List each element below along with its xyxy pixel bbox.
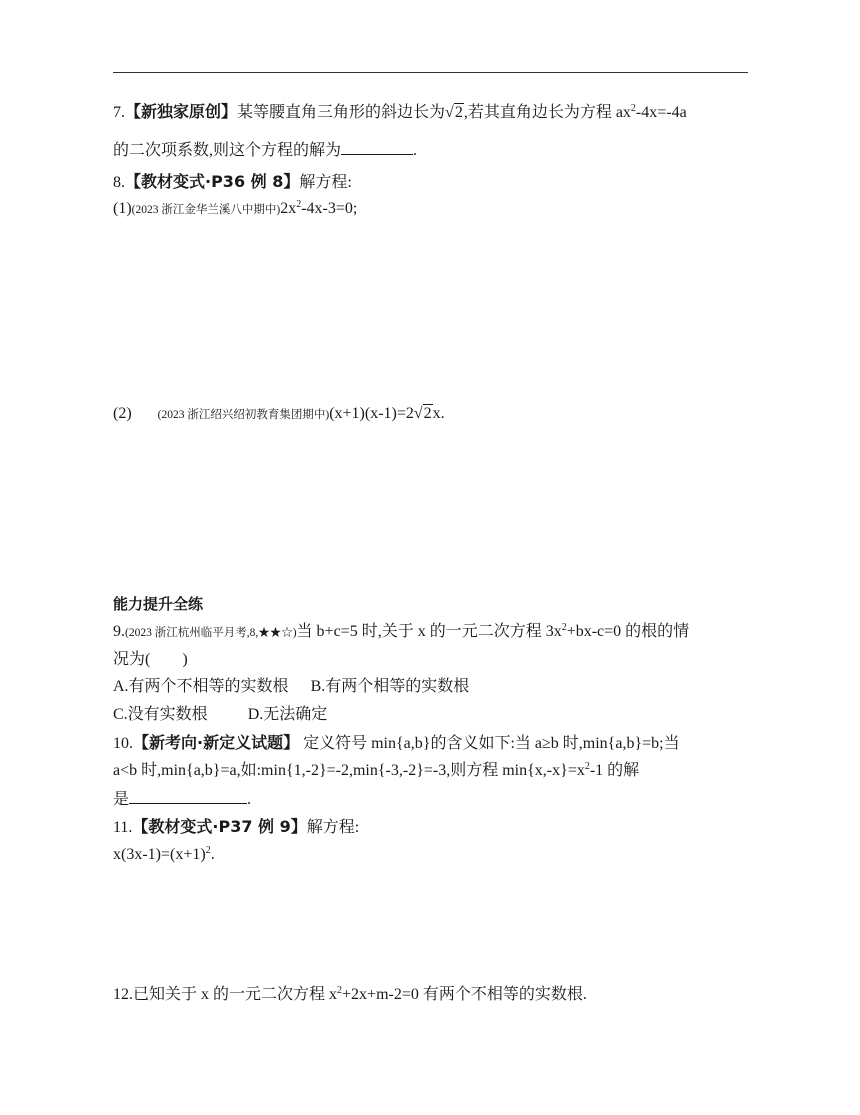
- question-text: a<b 时,min{a,b}=a,如:min{1,-2}=-2,min{-3,-2}=-3,则方程 min{x,-x}=x: [113, 762, 585, 779]
- part-number: (2): [113, 405, 132, 422]
- punctuation: .: [247, 791, 252, 808]
- question-tag: 【新考向·新定义试题】: [133, 733, 300, 752]
- sqrt-symbol: √2: [413, 405, 432, 422]
- equation: -4x-3=0;: [301, 200, 358, 217]
- question-10-line-3: [113, 789, 251, 810]
- question-tag: 【教材变式·P36 例 8】: [125, 172, 300, 191]
- equation: x.: [432, 405, 445, 422]
- question-text: 解方程:: [299, 174, 352, 191]
- superscript: 2: [561, 622, 567, 633]
- question-10-line-1: [113, 733, 680, 754]
- question-7-line-2: [113, 140, 417, 161]
- question-tag: 【教材变式·P37 例 9】: [132, 817, 307, 836]
- question-text: 解方程:: [306, 819, 360, 836]
- answer-blank[interactable]: [341, 140, 413, 155]
- question-11-line-1: [113, 817, 359, 838]
- question-number: 8.: [113, 174, 125, 191]
- source-note: (2023 浙江金华兰溪八中期中): [131, 204, 281, 216]
- superscript: 2: [630, 103, 636, 114]
- answer-blank[interactable]: [129, 789, 247, 804]
- section-title: 能力提升全练: [113, 595, 204, 613]
- question-text: 某等腰直角三角形的斜边长为: [237, 104, 446, 121]
- question-number: 9.: [113, 623, 125, 640]
- question-8-part-2: [113, 404, 445, 425]
- question-8-part-1: [113, 199, 357, 220]
- question-text: +bx-c=0 的根的情: [566, 623, 690, 640]
- question-number: 11.: [113, 819, 133, 836]
- equation: 2x: [280, 200, 297, 217]
- question-text: -4x=-4a: [635, 104, 687, 121]
- question-text: +2x+m-2=0 有两个不相等的实数根.: [342, 986, 587, 1003]
- question-text: 定义符号 min{a,b}的含义如下:当 a≥b 时,min{a,b}=b;当: [299, 735, 680, 752]
- equation: x(3x-1)=(x+1): [113, 846, 206, 863]
- option-a[interactable]: A.有两个不相等的实数根: [113, 678, 289, 695]
- question-9-options-row-1: [113, 677, 469, 697]
- option-d[interactable]: D.无法确定: [247, 706, 328, 723]
- superscript: 2: [296, 199, 302, 210]
- superscript: 2: [337, 985, 343, 996]
- question-9-options-row-2: [113, 705, 327, 725]
- question-text: ,若其直角边长为方程 ax: [463, 104, 631, 121]
- question-text: 当 b+c=5 时,关于 x 的一元二次方程 3x: [296, 623, 562, 640]
- question-8-line-1: [113, 172, 352, 193]
- question-text: 是: [113, 791, 130, 808]
- question-10-line-2: [113, 761, 639, 781]
- superscript: 2: [584, 761, 590, 772]
- question-9-line-1: [113, 622, 689, 643]
- equation: .: [210, 846, 215, 863]
- question-12-line-1: [113, 985, 587, 1005]
- question-number: 10.: [113, 735, 133, 752]
- option-b[interactable]: B.有两个相等的实数根: [310, 678, 470, 695]
- question-text: -1 的解: [589, 762, 640, 779]
- question-9-line-2: 况为( ): [113, 651, 188, 668]
- question-number: 12.: [113, 986, 133, 1003]
- question-number: 7.: [113, 104, 125, 121]
- punctuation: .: [413, 142, 418, 159]
- question-text: 的二次项系数,则这个方程的解为: [113, 142, 342, 159]
- equation: (x+1)(x-1)=2: [329, 405, 414, 422]
- question-7-line-1: [113, 102, 687, 123]
- question-tag: 【新独家原创】: [125, 102, 238, 121]
- question-text: 已知关于 x 的一元二次方程 x: [133, 986, 338, 1003]
- option-c[interactable]: C.没有实数根: [113, 706, 208, 723]
- superscript: 2: [205, 845, 211, 856]
- top-divider: [113, 72, 748, 73]
- question-11-equation: [113, 845, 215, 865]
- source-note: (2023 浙江杭州临平月考,8,★★☆): [125, 627, 297, 639]
- source-note: (2023 浙江绍兴绍初教育集团期中): [157, 409, 330, 421]
- part-number: (1): [113, 200, 132, 217]
- sqrt-symbol: √2: [445, 104, 463, 121]
